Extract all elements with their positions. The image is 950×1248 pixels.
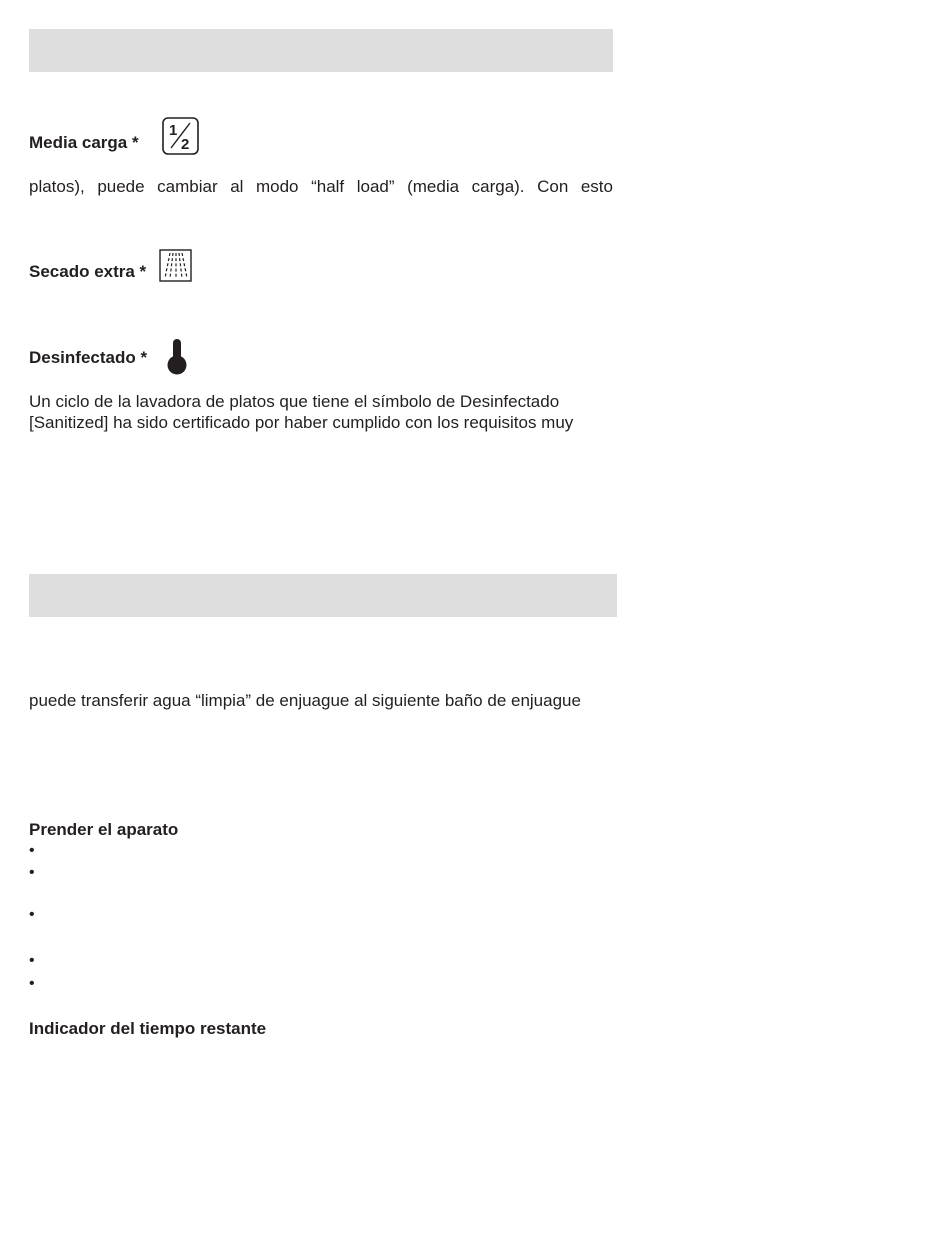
bullet-marker: •: [29, 906, 35, 923]
sanitize-heading: Desinfectado *: [29, 348, 148, 367]
rinse-text: puede transferir agua “limpia” de enjuague al siguiente baño de enjuague: [29, 691, 581, 710]
sanitize-text-line1: Un ciclo de la lavadora de platos que tiene el símbolo de Desinfectado: [29, 392, 560, 411]
bullet-marker: •: [29, 952, 35, 969]
extra-dry-heading: Secado extra *: [29, 262, 147, 281]
sanitize-text-line2: [Sanitized] ha sido certificado por haber cumplido con los requisitos muy: [29, 413, 574, 432]
extra-dry-icon: [159, 249, 192, 282]
thermometer-icon: [166, 337, 188, 376]
bullet-marker: •: [29, 975, 35, 992]
power-on-heading: Prender el aparato: [29, 820, 179, 839]
half-load-icon: [162, 117, 199, 155]
bullet-marker: •: [29, 864, 35, 881]
svg-text:2: 2: [181, 136, 190, 153]
half-load-heading: Media carga *: [29, 133, 139, 152]
svg-text:1: 1: [169, 122, 178, 139]
section-header-band: [29, 574, 617, 617]
section-header-band: [29, 29, 613, 72]
remaining-time-heading: Indicador del tiempo restante: [29, 1019, 267, 1038]
half-load-text: platos), puede cambiar al modo “half load” (media carga). Con esto: [29, 177, 613, 196]
bullet-marker: •: [29, 842, 35, 859]
